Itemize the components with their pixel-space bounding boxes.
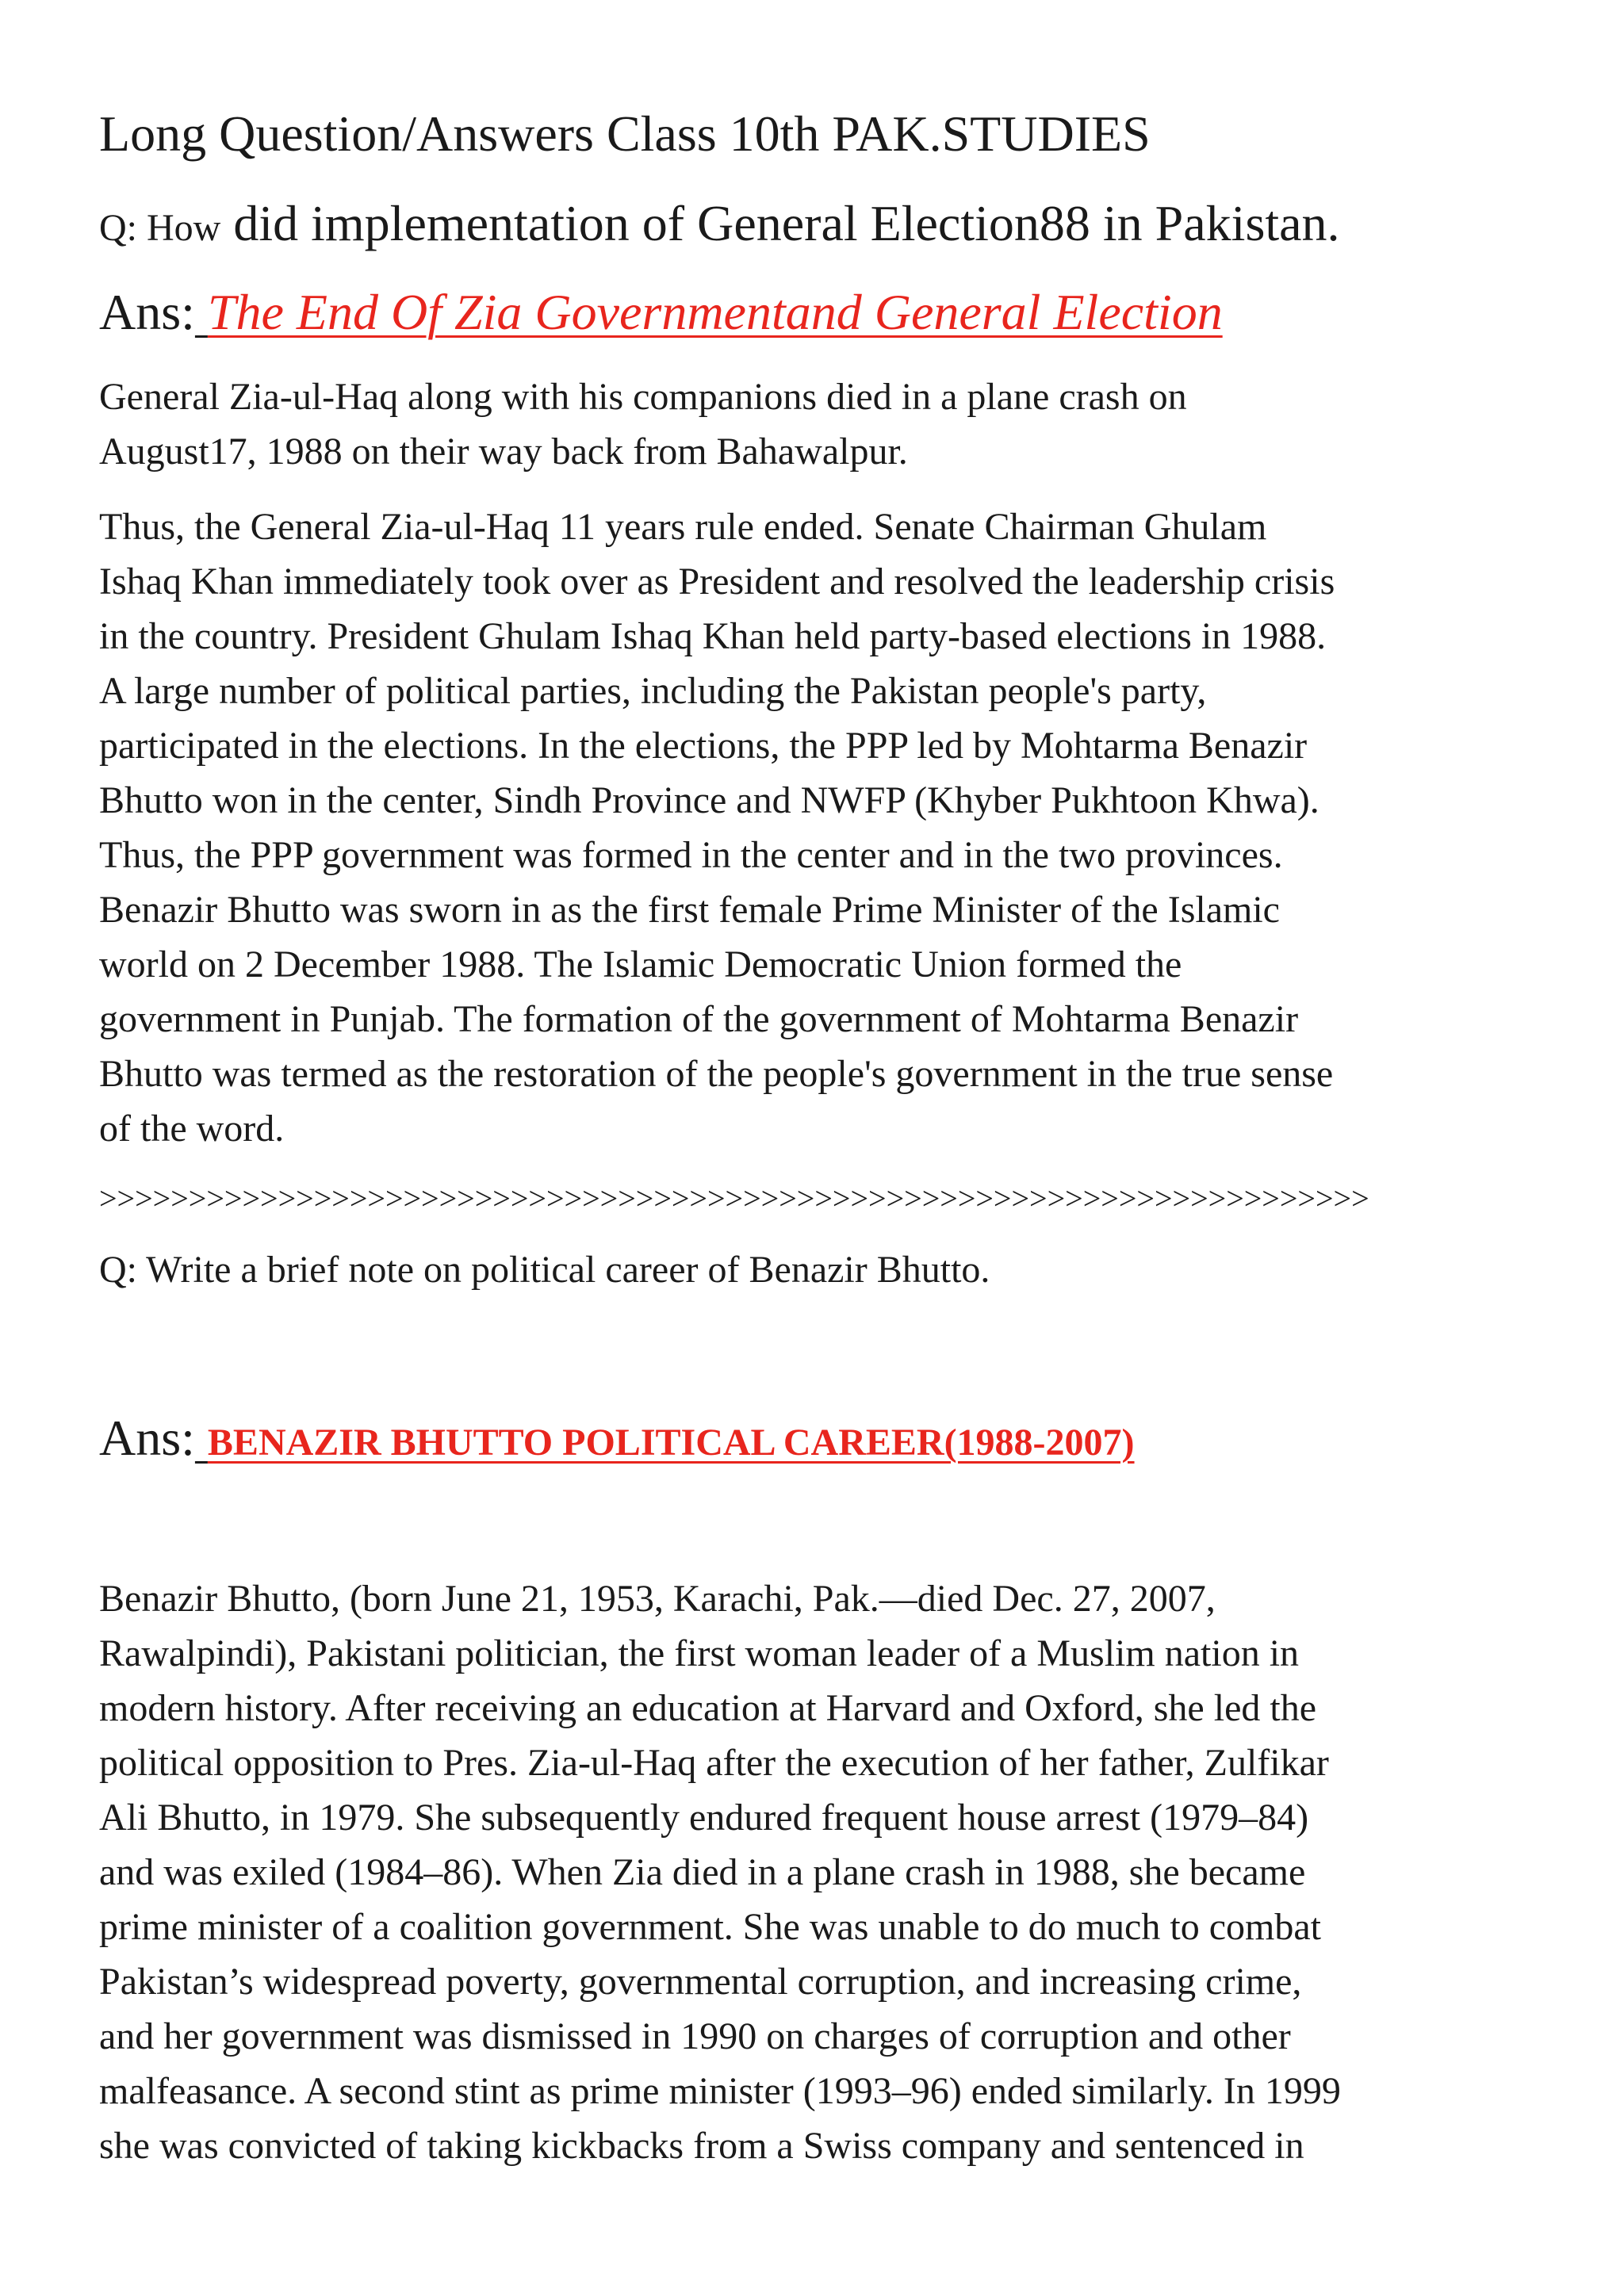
paragraph-3-line: Rawalpindi), Pakistani politician, the first woman leader of a Muslim nation in — [99, 1632, 1300, 1674]
paragraph-3-line: prime minister of a coalition government. She was unable to do much to combat — [99, 1906, 1321, 1948]
paragraph-3-line: Benazir Bhutto, (born June 21, 1953, Karachi, Pak.—died Dec. 27, 2007, — [99, 1578, 1216, 1620]
question-1-text: did implementation of General Election88 in Pakistan. — [220, 195, 1340, 251]
paragraph-3-line: Pakistan’s widespread poverty, governmental corruption, and increasing crime, — [99, 1961, 1302, 2003]
paragraph-2-line: of the word. — [99, 1108, 285, 1150]
document-heading: Long Question/Answers Class 10th PAK.STUDIES — [99, 105, 1151, 162]
paragraph-2-line: A large number of political parties, including the Pakistan people's party, — [99, 670, 1207, 712]
paragraph-3-line: Ali Bhutto, in 1979. She subsequently endured frequent house arrest (1979–84) — [99, 1797, 1309, 1839]
paragraph-2-line: Thus, the PPP government was formed in the center and in the two provinces. — [99, 834, 1283, 876]
answer-2-gap — [195, 1410, 208, 1466]
paragraph-2 — [99, 499, 1542, 1156]
answer-2-title: BENAZIR BHUTTO POLITICAL CAREER(1988-2007) — [207, 1422, 1135, 1464]
answer-1-title: The End Of Zia Governmentand General Election — [207, 284, 1223, 340]
paragraph-2-line: Ishaq Khan immediately took over as President and resolved the leadership crisis — [99, 561, 1335, 603]
answer-1-header — [99, 284, 1223, 340]
paragraph-2-line: Bhutto was termed as the restoration of the people's government in the true sense — [99, 1053, 1334, 1095]
paragraph-3-line: malfeasance. A second stint as prime minister (1993–96) ended similarly. In 1999 — [99, 2070, 1341, 2112]
paragraph-1 — [99, 369, 1542, 479]
paragraph-1-line: General Zia-ul-Haq along with his companions died in a plane crash on — [99, 376, 1187, 418]
paragraph-3-line: and was exiled (1984–86). When Zia died in a plane crash in 1988, she became — [99, 1851, 1306, 1893]
paragraph-2-line: Thus, the General Zia-ul-Haq 11 years rule ended. Senate Chairman Ghulam — [99, 506, 1267, 548]
question-2: Q: Write a brief note on political career of Benazir Bhutto. — [99, 1249, 990, 1291]
paragraph-2-line: world on 2 December 1988. The Islamic Democratic Union formed the — [99, 943, 1182, 985]
paragraph-2-line: participated in the elections. In the elections, the PPP led by Mohtarma Benazir — [99, 725, 1308, 767]
answer-1-prefix: Ans: — [99, 284, 195, 340]
paragraph-3-line: political opposition to Pres. Zia-ul-Haq after the execution of her father, Zulfikar — [99, 1742, 1329, 1784]
answer-2-header — [99, 1410, 1135, 1466]
paragraph-2-line: Bhutto won in the center, Sindh Province and NWFP (Khyber Pukhtoon Khwa). — [99, 779, 1320, 821]
paragraph-2-line: government in Punjab. The formation of the government of Mohtarma Benazir — [99, 998, 1299, 1040]
question-1 — [99, 195, 1340, 251]
section-separator: >>>>>>>>>>>>>>>>>>>>>>>>>>>>>>>>>>>>>>>>>>>>>>>>>>>>>>>>>>>>>>>>>>>>>>> — [99, 1181, 1369, 1216]
paragraph-3-line: she was convicted of taking kickbacks from a Swiss company and sentenced in — [99, 2125, 1304, 2167]
paragraph-2-line: in the country. President Ghulam Ishaq Khan held party-based elections in 1988. — [99, 615, 1327, 657]
paragraph-3-line: modern history. After receiving an education at Harvard and Oxford, she led the — [99, 1687, 1317, 1729]
answer-2-prefix: Ans: — [99, 1410, 195, 1466]
paragraph-3 — [99, 1571, 1542, 2173]
paragraph-3-line: and her government was dismissed in 1990 on charges of corruption and other — [99, 2015, 1291, 2057]
question-1-prefix: Q: How — [99, 207, 221, 249]
paragraph-1-line: August17, 1988 on their way back from Bahawalpur. — [99, 430, 908, 473]
answer-1-gap — [195, 284, 208, 340]
paragraph-2-line: Benazir Bhutto was sworn in as the first female Prime Minister of the Islamic — [99, 889, 1280, 931]
